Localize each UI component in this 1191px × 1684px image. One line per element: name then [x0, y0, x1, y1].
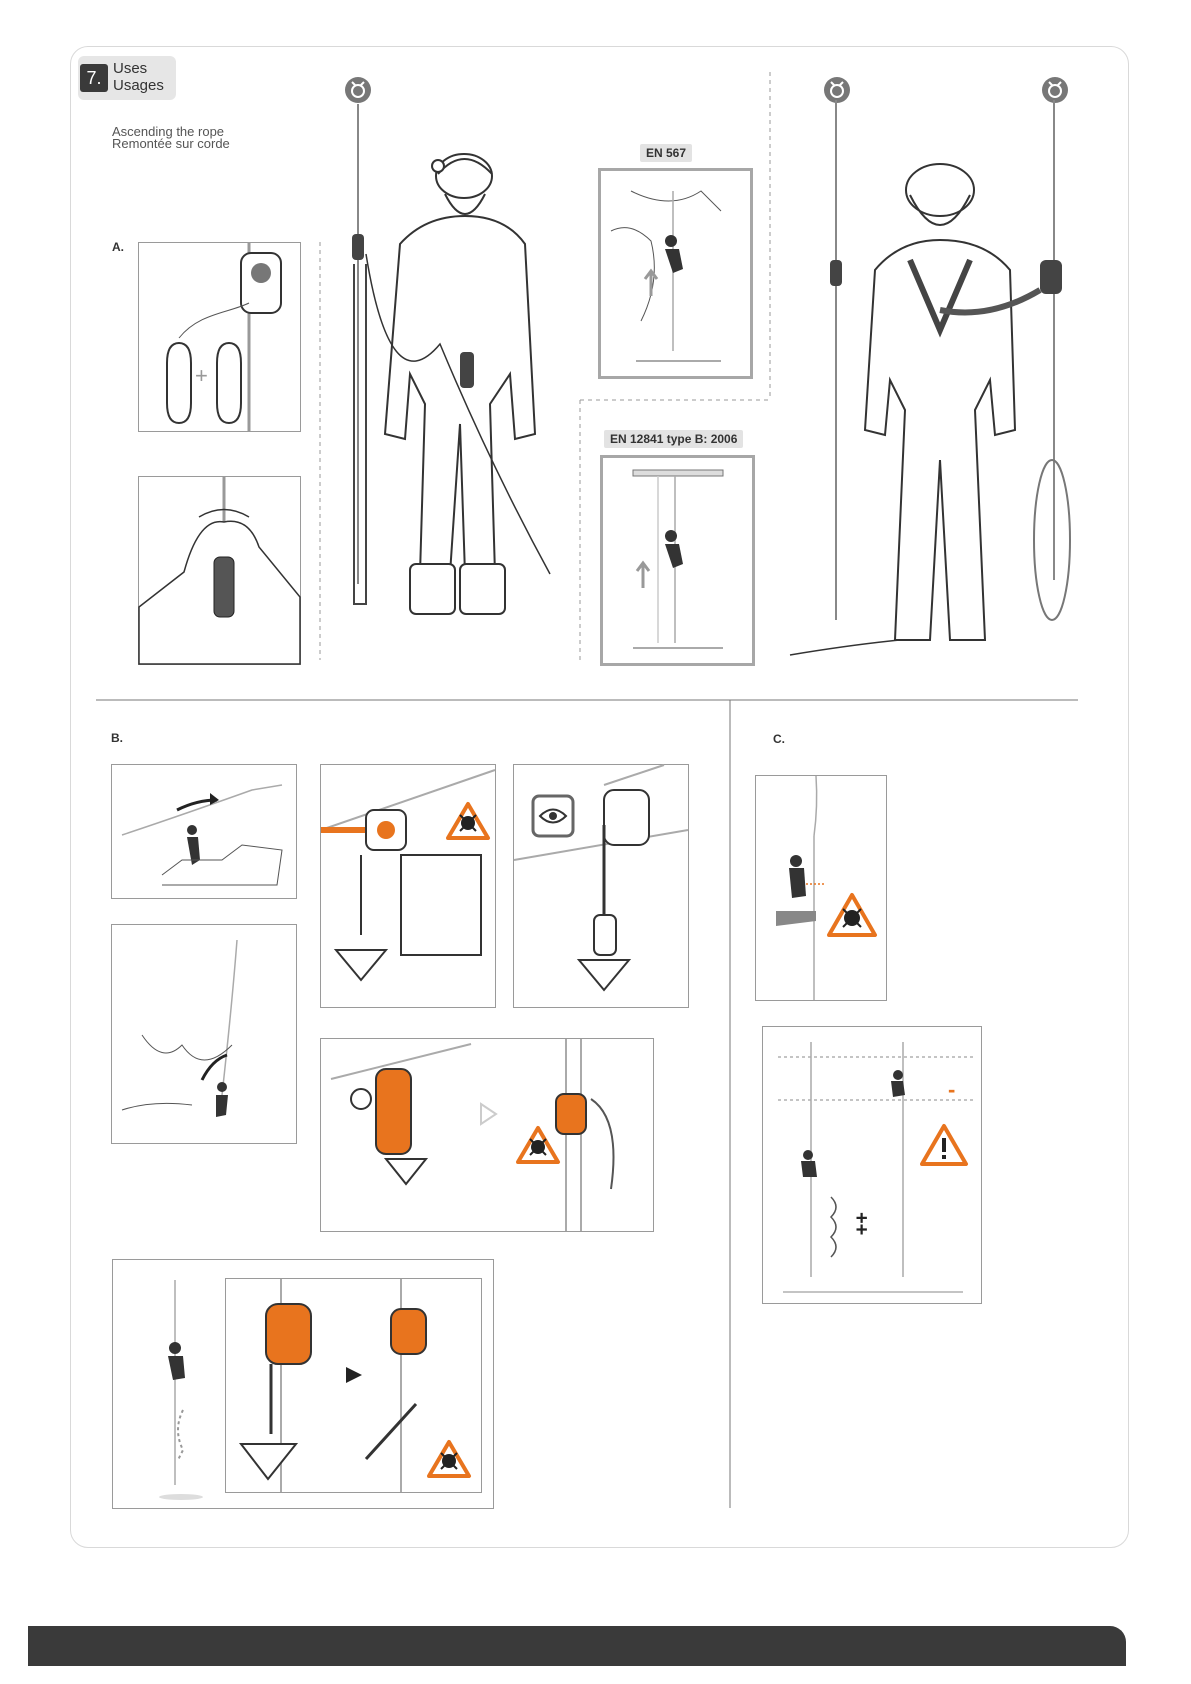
- panel-b-danger-anchor: [320, 764, 496, 1008]
- danger-warning-icon: [515, 1125, 561, 1165]
- section-label-b: B.: [111, 731, 123, 745]
- panel-b-loading: [320, 1038, 654, 1232]
- hands-on-device-illustration: [139, 477, 300, 664]
- pendulum-illustration: [112, 925, 296, 1143]
- caution-warning-icon: [919, 1123, 969, 1167]
- panel-b-fall-detail: [225, 1278, 482, 1493]
- panel-en12841: [600, 455, 755, 666]
- panel-b-fall: [112, 1259, 494, 1509]
- panel-en567: [598, 168, 753, 379]
- next-arrow-icon: [344, 1365, 364, 1385]
- panel-b-pendulum: [111, 924, 297, 1144]
- edge-danger-illustration: [756, 776, 886, 1000]
- minus-sign: -: [948, 1077, 956, 1102]
- plus-sign: +: [195, 363, 208, 388]
- double-plus-sign: ++: [850, 1212, 872, 1236]
- panel-c-edge: [755, 775, 887, 1001]
- standard-en567-label: EN 567: [640, 144, 692, 162]
- anchor-icon: [344, 76, 374, 106]
- section-title-en: Uses: [113, 60, 148, 77]
- panel-a-carabiners: [138, 242, 301, 432]
- caver-figure-illustration: [330, 104, 560, 664]
- panel-b-traverse: [111, 764, 297, 899]
- subtitle-fr: Remontée sur corde: [112, 136, 230, 151]
- danger-warning-icon: [426, 1439, 472, 1479]
- section-number: 7.: [80, 64, 108, 92]
- subtitle-en: Ascending the rope: [112, 124, 225, 139]
- inspect-eye-icon: [530, 793, 576, 839]
- danger-warning-icon: [826, 892, 878, 938]
- rope-worker-figure-illustration: [790, 100, 1070, 670]
- panel-c-stretch: [762, 1026, 982, 1304]
- panel-b-inspect: [513, 764, 689, 1008]
- panel-a-hands-gripping: [138, 476, 301, 665]
- loading-sequence-illustration: [321, 1039, 653, 1231]
- work-rope-illustration: [603, 458, 752, 663]
- section-title-fr: Usages: [113, 77, 164, 94]
- section-label-a: A.: [112, 240, 124, 254]
- cave-climb-illustration: [601, 171, 750, 376]
- footer-bar: [28, 1626, 1126, 1666]
- section-label-c: C.: [773, 732, 785, 746]
- traverse-illustration: [112, 765, 296, 898]
- standard-en12841-label: EN 12841 type B: 2006: [604, 430, 743, 448]
- danger-warning-icon: [445, 801, 491, 841]
- carabiners-illustration: [139, 243, 300, 431]
